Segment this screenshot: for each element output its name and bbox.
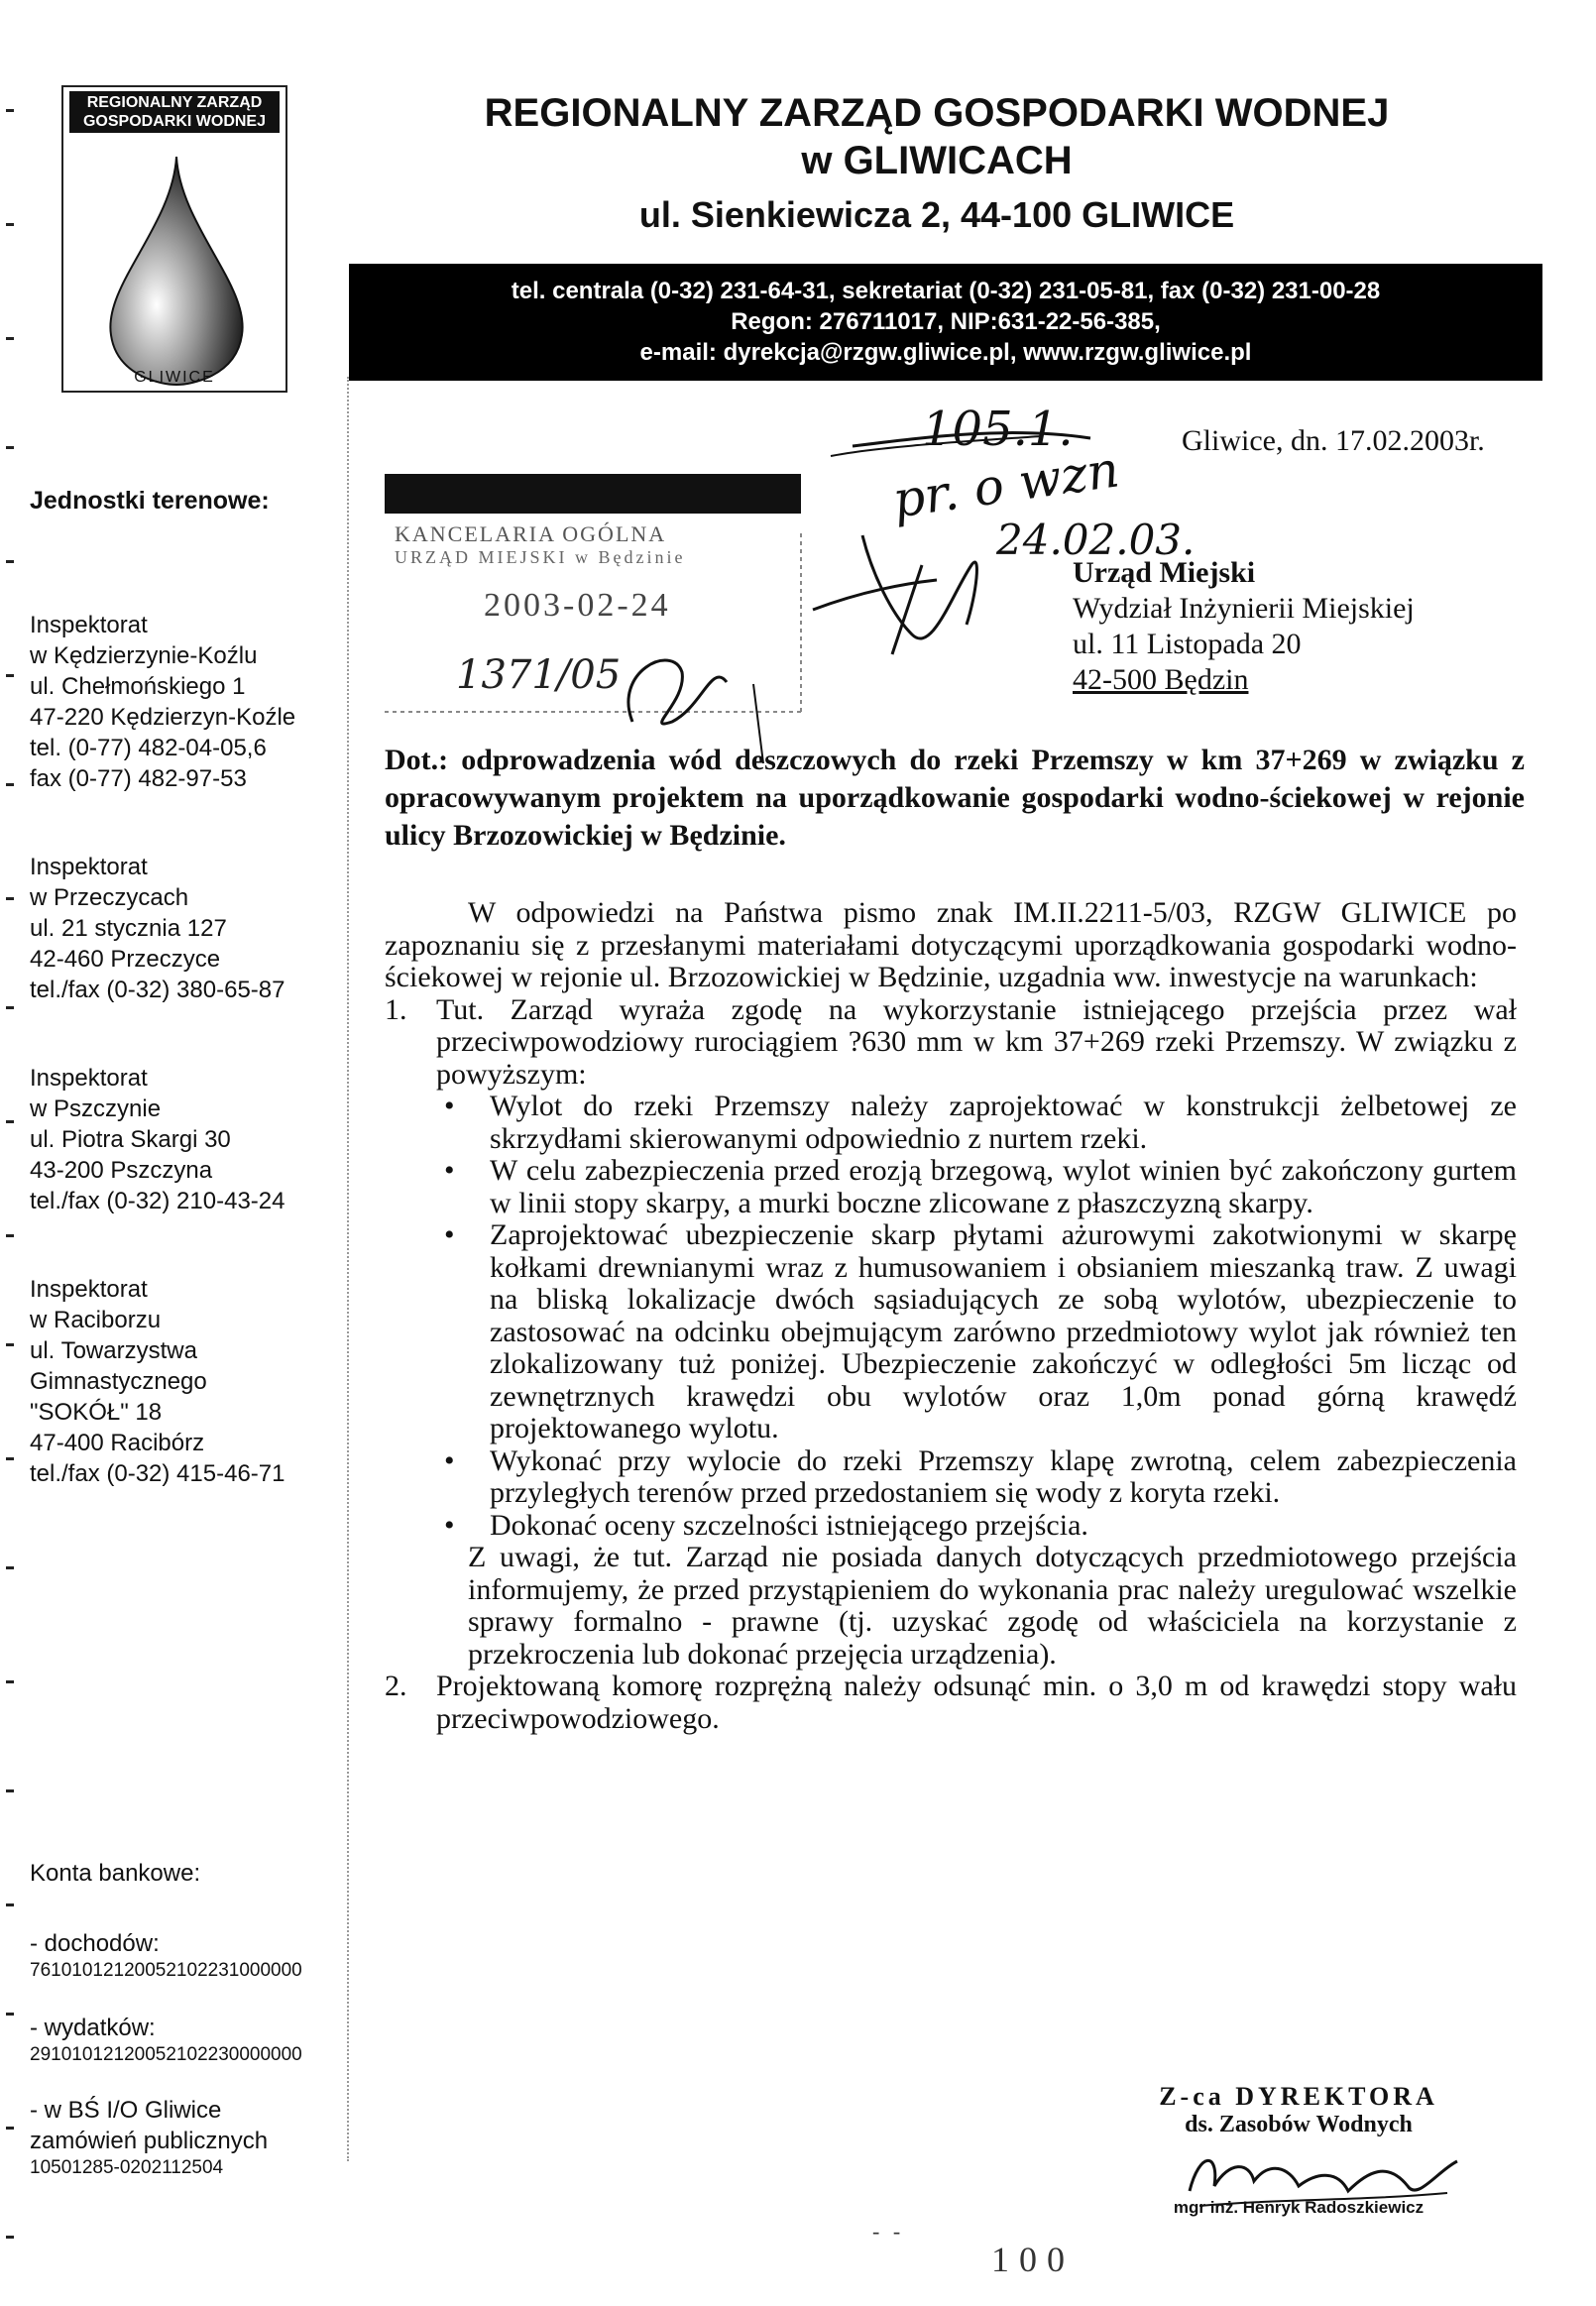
intro-paragraph: W odpowiedzi na Państwa pismo znak IM.II.2211-5/03, RZGW GLIWICE po zapoznaniu się z przesłanymi materiałami dotyczącymi uporządkowania gospodarki wodno-ściekowej w rejonie ul. Brzozowickiej w Będzinie, uzgadnia ww. inwestycje na warunkach: bbox=[385, 896, 1517, 993]
subject bbox=[385, 742, 1525, 855]
signature-title: Z-ca DYREKTORA bbox=[1159, 2082, 1438, 2111]
unit-line: ul. Towarzystwa bbox=[30, 1337, 197, 1364]
recipient-name: Urząd Miejski bbox=[1073, 556, 1256, 589]
list-item: • Zaprojektować ubezpieczenie skarp płytami ażurowymi zakotwionymi w skarpę kołkami drewnianymi wraz z humusowaniem i obsianiem mieszanką traw. Z uwagi na bliską lokalizacje dwóch sąsiadujących ze sobą wylotów, ubezpieczenie to zastosować na odcinku obejmującym zarówno przedmiotowy wylot jak również ten zlokalizowany tuż poniżej. Ubezpieczenie zakończyć w odległości 5m licząc od zewnętrznych krawędzi obu wylotów oraz 1,0m ponad górną krawędź projektowanego wylotu. bbox=[490, 1219, 1517, 1445]
unit-przeczyce bbox=[30, 852, 347, 1005]
signature-subtitle: ds. Zasobów Wodnych bbox=[1185, 2112, 1413, 2137]
stamp-institution: URZĄD MIEJSKI w Będzinie bbox=[395, 547, 686, 567]
conditions-list bbox=[385, 1091, 1517, 1542]
list-item: • W celu zabezpieczenia przed erozją brzegową, wylot winien być zakończony gurtem w linii stopy skarpy, a murki boczne zlicowane z płaszczyzną skarpy. bbox=[490, 1155, 1517, 1219]
bank-title: Konta bankowe: bbox=[30, 1860, 201, 1887]
unit-raciborz bbox=[30, 1274, 347, 1489]
logo-band-line1: REGIONALNY ZARZĄD bbox=[86, 94, 263, 111]
handwritten-reference: 105.1. bbox=[922, 402, 1074, 457]
margin-tick bbox=[6, 2013, 14, 2016]
condition-item-1 bbox=[385, 994, 1517, 1092]
recipient-department: Wydział Inżynierii Miejskiej bbox=[1073, 592, 1415, 625]
unit-line: tel./fax (0-32) 210-43-24 bbox=[30, 1188, 285, 1214]
unit-line: tel./fax (0-32) 380-65-87 bbox=[30, 977, 285, 1003]
unit-line: w Kędzierzynie-Koźlu bbox=[30, 642, 258, 669]
place-date: Gliwice, dn. 17.02.2003r. bbox=[1182, 424, 1485, 457]
unit-line: Gimnastycznego bbox=[30, 1368, 207, 1395]
stamp-date: 2003-02-24 bbox=[484, 587, 671, 624]
margin-tick bbox=[6, 1006, 14, 1009]
subject-text: odprowadzenia wód deszczowych do rzeki Przemszy w km 37+269 w związku z opracowywanym projektem na uporządkowanie gospodarki wodno-ściekowej w rejonie ulicy Brzozowickiej w Będzinie. bbox=[385, 744, 1525, 852]
margin-tick bbox=[6, 1343, 14, 1346]
unit-line: 47-220 Kędzierzyn-Koźle bbox=[30, 704, 296, 731]
recipient-address bbox=[1073, 555, 1415, 698]
handwritten-note: pr. o wzn bbox=[889, 440, 1123, 529]
item-text: Tut. Zarząd wyraża zgodę na wykorzystanie istniejącego przejścia przez wał przeciwpowodziowy rurociągiem ?630 mm w km 37+269 rzeki Przemszy. W związku z powyższym: bbox=[436, 992, 1517, 1091]
bank-bs-label2: zamówień publicznych bbox=[30, 2128, 269, 2154]
margin-tick bbox=[6, 1680, 14, 1683]
item-number: 1. bbox=[385, 992, 407, 1026]
bank-income-label: - dochodów: bbox=[30, 1930, 160, 1957]
bank-expense-number: 29101012120052102230000000 bbox=[30, 2044, 302, 2065]
item-text: Projektowaną komorę rozprężną należy odsunąć min. o 3,0 m od krawędzi stopy wału przeciwpowodziowego. bbox=[436, 1670, 1517, 1735]
contact-regon: Regon: 276711017, NIP:631-22-56-385, bbox=[731, 308, 1161, 335]
unit-line: Inspektorat bbox=[30, 1065, 148, 1092]
unit-line: "SOKÓŁ" 18 bbox=[30, 1399, 163, 1426]
list-item: • Wylot do rzeki Przemszy należy zaprojektować w konstrukcji żelbetowej ze skrzydłami skierowanymi odpowiednio z nurtem rzeki. bbox=[490, 1091, 1517, 1155]
unit-line: tel. (0-77) 482-04-05,6 bbox=[30, 735, 267, 761]
recipient-street: ul. 11 Listopada 20 bbox=[1073, 628, 1302, 660]
signature-name: mgr inż. Henryk Radoszkiewicz bbox=[1173, 2198, 1425, 2217]
bank-accounts bbox=[30, 1858, 357, 2180]
margin-tick bbox=[6, 1234, 14, 1237]
page-mark: 100 bbox=[991, 2240, 1075, 2279]
unit-line: ul. Piotra Skargi 30 bbox=[30, 1126, 231, 1153]
unit-line: Inspektorat bbox=[30, 612, 148, 638]
bank-bs-number: 10501285-0202112504 bbox=[30, 2157, 224, 2178]
margin-tick bbox=[6, 897, 14, 900]
units-title: Jednostki terenowe: bbox=[30, 487, 270, 515]
stamp-office: KANCELARIA OGÓLNA bbox=[395, 521, 667, 546]
bank-expense-label: - wydatków: bbox=[30, 2015, 156, 2041]
letter-body bbox=[385, 897, 1517, 1735]
unit-line: ul. Chełmońskiego 1 bbox=[30, 673, 246, 700]
scan-mark: - - bbox=[872, 2219, 905, 2244]
margin-tick bbox=[6, 1566, 14, 1569]
margin-tick bbox=[6, 1903, 14, 1906]
logo-band-line2: GOSPODARKI WODNEJ bbox=[82, 113, 266, 130]
organization-name-line1: REGIONALNY ZARZĄD GOSPODARKI WODNEJ bbox=[484, 91, 1390, 135]
margin-tick bbox=[6, 1120, 14, 1123]
unit-line: fax (0-77) 482-97-53 bbox=[30, 765, 247, 792]
unit-line: w Przeczycach bbox=[30, 884, 189, 911]
unit-pszczyna bbox=[30, 1063, 347, 1216]
item-number: 2. bbox=[385, 1670, 407, 1702]
margin-tick bbox=[6, 2127, 14, 2130]
stamp-number: 1371/05 bbox=[456, 652, 622, 698]
formal-note: Z uwagi, że tut. Zarząd nie posiada danych dotyczących przedmiotowego przejścia informujemy, że przed przystąpieniem do wykonania prac należy uregulować wszelkie sprawy formalno - prawne (tj. uzyskać zgodę od właściciela na korzystanie z przekroczenia lub dokonać przejęcia urządzenia). bbox=[468, 1541, 1517, 1671]
unit-line: ul. 21 stycznia 127 bbox=[30, 915, 227, 942]
list-item: • Wykonać przy wylocie do rzeki Przemszy klapę zwrotną, celem zabezpieczenia przyległych terenów przed przedostaniem się wody z koryta rzeki. bbox=[490, 1445, 1517, 1510]
unit-line: 43-200 Pszczyna bbox=[30, 1157, 213, 1184]
contact-phones: tel. centrala (0-32) 231-64-31, sekretariat (0-32) 231-05-81, fax (0-32) 231-00-28 bbox=[511, 278, 1381, 304]
handwritten-signature bbox=[1160, 2132, 1477, 2221]
unit-line: 47-400 Racibórz bbox=[30, 1430, 205, 1456]
organization-name-line2: w GLIWICACH bbox=[801, 139, 1073, 182]
unit-line: w Raciborzu bbox=[30, 1307, 162, 1333]
margin-tick bbox=[6, 2236, 14, 2239]
unit-line: Inspektorat bbox=[30, 854, 148, 880]
bank-bs-label1: - w BŚ I/O Gliwice bbox=[30, 2097, 222, 2124]
margin-tick bbox=[6, 1457, 14, 1460]
bank-income-number: 76101012120052102231000000 bbox=[30, 1960, 302, 1981]
recipient-city: 42-500 Będzin bbox=[1073, 663, 1249, 696]
condition-item-2 bbox=[385, 1671, 1517, 1735]
margin-tick bbox=[6, 1789, 14, 1792]
unit-line: w Pszczynie bbox=[30, 1095, 162, 1122]
unit-line: tel./fax (0-32) 415-46-71 bbox=[30, 1460, 285, 1487]
unit-line: Inspektorat bbox=[30, 1276, 148, 1303]
logo-city: GLIWICE bbox=[134, 369, 215, 386]
organization-address: ul. Sienkiewicza 2, 44-100 GLIWICE bbox=[638, 194, 1235, 235]
handwritten-date: 24.02.03. bbox=[996, 516, 1196, 564]
contact-email: e-mail: dyrekcja@rzgw.gliwice.pl, www.rzgw.gliwice.pl bbox=[639, 339, 1252, 366]
list-item: • Dokonać oceny szczelności istniejącego przejścia. bbox=[490, 1510, 1517, 1543]
subject-label: Dot.: bbox=[385, 744, 449, 776]
unit-line: 42-460 Przeczyce bbox=[30, 946, 221, 973]
